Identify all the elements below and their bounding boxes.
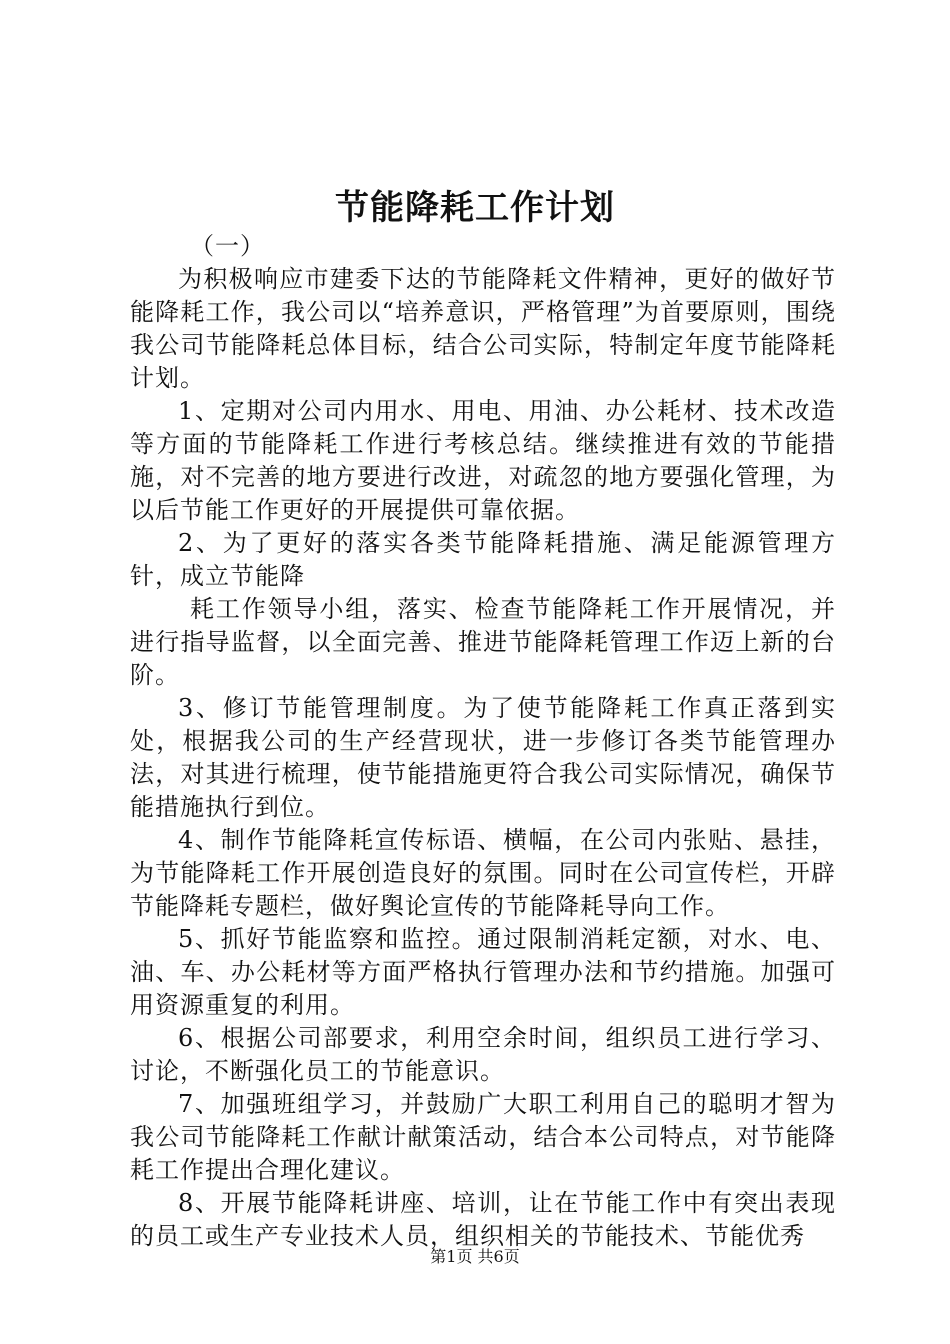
- document-body: [130, 230, 836, 1253]
- paragraph-item-2: 2、为了更好的落实各类节能降耗措施、满足能源管理方针，成立节能降: [130, 529, 836, 590]
- paragraph-intro: 为积极响应市建委下达的节能降耗文件精神，更好的做好节能降耗工作，我公司以“培养意识，严格管理”为首要原则，围绕我公司节能降耗总体目标，结合公司实际，特制定年度节能降耗计划。: [130, 265, 836, 392]
- paragraph-item-6: 6、根据公司部要求，利用空余时间，组织员工进行学习、讨论，不断强化员工的节能意识。: [130, 1024, 836, 1085]
- paragraph-item-7: 7、加强班组学习，并鼓励广大职工利用自己的聪明才智为我公司节能降耗工作献计献策活动，结合本公司特点，对节能降耗工作提出合理化建议。: [130, 1090, 836, 1184]
- paragraph-item-8: 8、开展节能降耗讲座、培训，让在节能工作中有突出表现的员工或生产专业技术人员，组织相关的节能技术、节能优秀: [130, 1189, 836, 1250]
- paragraph-item-1: 1、定期对公司内用水、用电、用油、办公耗材、技术改造等方面的节能降耗工作进行考核总结。继续推进有效的节能措施，对不完善的地方要进行改进，对疏忽的地方要强化管理，为以后节能工作更好的开展提供可靠依据。: [130, 397, 836, 524]
- paragraph-item-5: 5、抓好节能监察和监控。通过限制消耗定额，对水、电、油、车、办公耗材等方面严格执行管理办法和节约措施。加强可用资源重复的利用。: [130, 925, 836, 1019]
- page-number-footer: 第1页 共6页: [430, 1247, 520, 1266]
- paragraph-item-3: 3、修订节能管理制度。为了使节能降耗工作真正落到实处，根据我公司的生产经营现状，进一步修订各类节能管理办法，对其进行梳理，使节能措施更符合我公司实际情况，确保节能措施执行到位。: [130, 694, 836, 821]
- section-label: （一）: [190, 232, 265, 260]
- document-title: 节能降耗工作计划: [335, 188, 615, 228]
- paragraph-item-2-continued: 耗工作领导小组，落实、检查节能降耗工作开展情况，并进行指导监督，以全面完善、推进节能降耗管理工作迈上新的台阶。: [130, 595, 836, 689]
- paragraph-item-4: 4、制作节能降耗宣传标语、横幅，在公司内张贴、悬挂，为节能降耗工作开展创造良好的氛围。同时在公司宣传栏，开辟节能降耗专题栏，做好舆论宣传的节能降耗导向工作。: [130, 826, 836, 920]
